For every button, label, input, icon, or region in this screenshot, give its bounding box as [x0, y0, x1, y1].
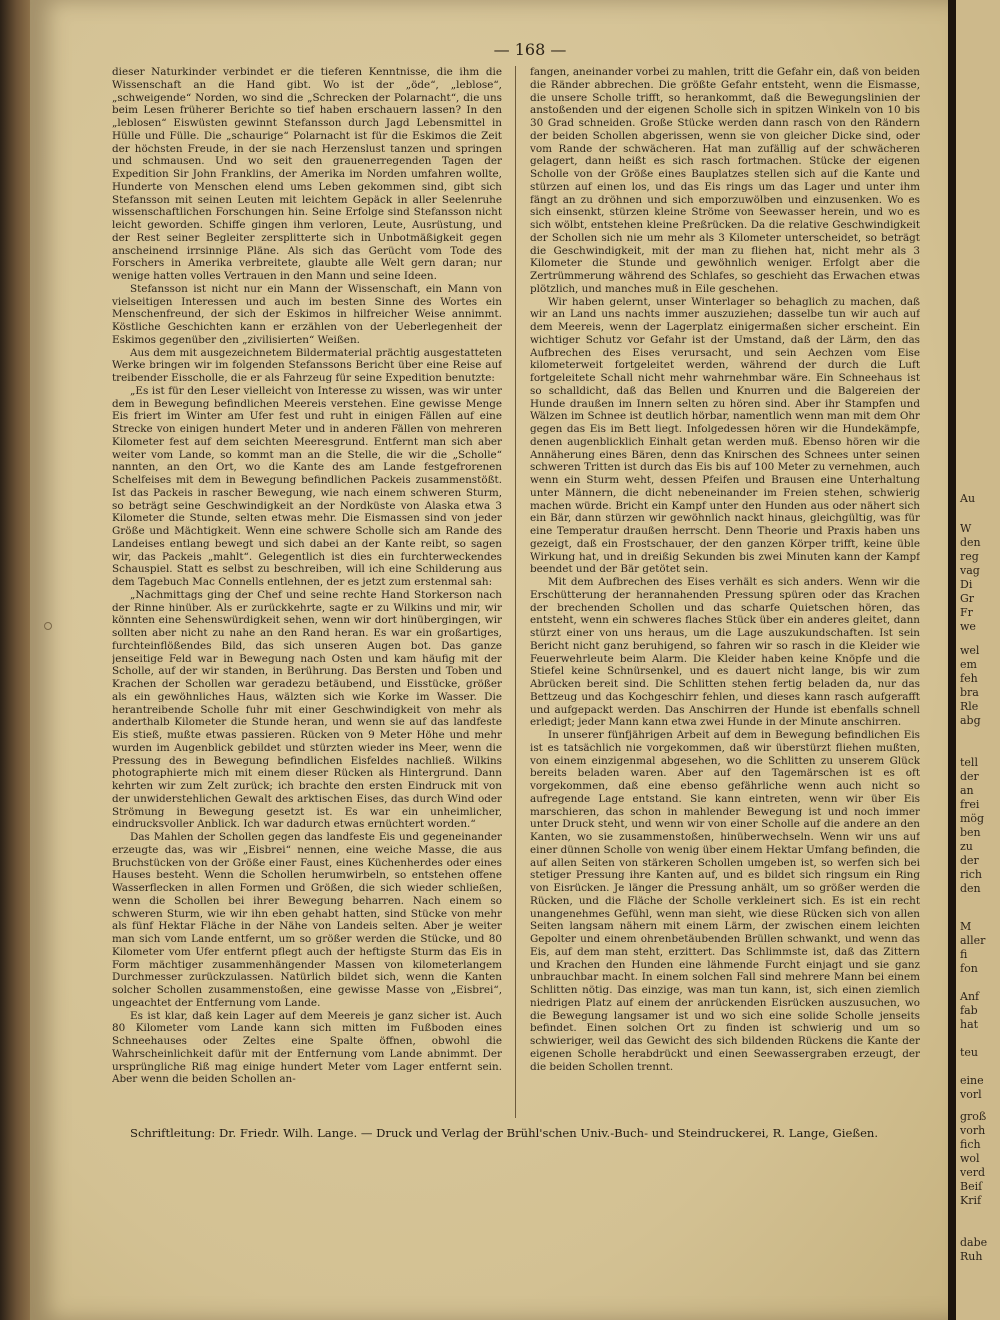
- imprint-footer: Schriftleitung: Dr. Friedr. Wilh. Lange. — Druck und Verlag der Brühl'schen Univ.-Buch- und Steindruckerei, R. Lange, Gießen.: [130, 1126, 879, 1140]
- next-page-word: vag: [960, 564, 980, 577]
- next-page-word: reg: [960, 550, 979, 563]
- next-page-word: den: [960, 536, 981, 549]
- next-page-word: Rle: [960, 700, 979, 713]
- paragraph: Mit dem Aufbrechen des Eises verhält es sich anders. Wenn wir die Erschütterung der herannahenden Pressung spüren oder das Krachen der brechenden Schollen und das scharfe Quietschen hören, das entsteht, wenn ein schweres flaches Stück über ein anderes gleitet, dann stürzt einer von uns heraus, um die Lage auszukundschaften. Ist sein Bericht nicht ganz beruhigend, so fahren wir so rasch in die Kleider wie Feuerwehrleute beim Alarm. Die Kleider haben keine Knöpfe und die Stiefel keine Schnürsenkel, und es dauert nicht lange, bis wir zum Abrücken bereit sind. Die Schlitten stehen fertig beladen da, nur das Bettzeug und das Kochgeschirr fehlen, und dieses kann rasch aufgerafft und aufgepackt werden. Das Anschirren der Hunde ist ebenfalls schnell erledigt; jeder Mann kann etwa zwei Hunde in der Minute anschirren.: [530, 576, 920, 729]
- next-page-word: rich: [960, 868, 983, 881]
- paragraph: Wir haben gelernt, unser Winterlager so behaglich zu machen, daß wir an Land uns nachts immer auszuziehen; dasselbe tun wir auch auf dem Meereis, wenn der Lagerplatz einigermaßen sicher erscheint. Ein wichtiger Schutz vor Gefahr ist der Umstand, daß der Lärm, den das Aufbrechen des Eises verursacht, und sein Aechzen vom Eise kilometerweit fortgeleitet werden, während der durch die Luft fortgeleitete Schall nicht mehr wahrnehmbar wäre. Ein Schneehaus ist so schalldicht, daß das Bellen und Knurren und die Balgereien der Hunde draußen im Innern selten zu hören sind. Aber ihr Stampfen und Wälzen im Schnee ist deutlich hörbar, namentlich wenn man mit dem Ohr gegen das Eis im Bett liegt. Infolgedessen hören wir die Hundekämpfe, denen augenblicklich Einhalt getan werden muß. Ebenso hören wir die Annäherung eines Bären, denn das Knirschen des Schnees unter seinen schweren Tritten ist durch das Eis bis auf 100 Meter zu vernehmen, auch wenn ein Sturm weht, dessen Pfeifen und Brausen eine Unterhaltung unter Männern, die dicht nebeneinander im Freien stehen, schwierig machen würde. Bricht ein Kampf unter den Hunden aus oder nähert sich ein Bär, dann stürzen wir gewöhnlich nackt hinaus, gleichgültig, was für eine Temperatur draußen herrscht. Denn Theorie und Praxis haben uns gezeigt, daß ein Frostschauer, der den ganzen Körper trifft, keine üble Wirkung hat, und in dreißig Sekunden bis zwei Minuten kann der Kampf beendet und der Bär getötet sein.: [530, 295, 920, 576]
- next-page-word: M: [960, 920, 972, 933]
- next-page-word: vorh: [960, 1124, 986, 1137]
- next-page-word: fich: [960, 1138, 981, 1151]
- margin-mark: [44, 622, 52, 630]
- next-page-word: der: [960, 854, 979, 867]
- next-page-word: an: [960, 784, 974, 797]
- next-page-word: groß: [960, 1110, 987, 1123]
- paragraph: Stefansson ist nicht nur ein Mann der Wissenschaft, ein Mann von vielseitigen Interessen und auch im besten Sinne des Wortes ein Menschenfreund, der sich der Eskimos in hilfreicher Weise annimmt. Köstliche Geschichten kann er erzählen von der Ueberlegenheit der Eskimos gegenüber den „zivilisierten“ Weißen.: [112, 282, 502, 346]
- next-page-word: dabe: [960, 1236, 988, 1249]
- next-page-word: Di: [960, 578, 973, 591]
- next-page-word: wel: [960, 644, 980, 657]
- book-spine: [0, 0, 30, 1320]
- paragraph: „Nachmittags ging der Chef und seine rechte Hand Storkerson nach der Rinne hinüber. Als er zurückkehrte, sagte er zu Wilkins und mir, wir könnten eine Sehenswürdigkeit sehen, wenn wir dort hinübergingen, wir sollten aber nicht zu nahe an den Rand heran. Es war ein großartiges, furchteinflößendes Bild, das sich unseren Augen bot. Das ganze jenseitige Feld war in Bewegung nach Osten und kam häufig mit der Scholle, auf der wir standen, in Berührung. Das Bersten und Toben und Krachen der Schollen war geradezu betäubend, und Eisstücke, größer als ein gewöhnliches Haus, wälzten sich wie Korke im Wasser. Die herantreibende Scholle fuhr mit einer Geschwindigkeit von mehr als anderthalb Kilometer die Stunde heran, und wenn sie auf das landfeste Eis stieß, mußte etwas passieren. Rücken von 9 Meter Höhe und mehr wurden im Augenblick gebildet und stürzten wieder ins Meer, wenn die Pressung des in Bewegung befindlichen Eisfeldes nachließ. Wilkins photographierte mich mit einem dieser Rücken als Hintergrund. Dann kehrten wir zum Zelt zurück; ich brachte den ersten Eindruck mit von der unwiderstehlichen Gewalt des arktischen Eises, das durch Wind oder Strömung in Bewegung gesetzt ist. Es war ein unheimlicher, eindrucksvoller Anblick. Ich war dadurch etwas ernüchtert worden.“: [112, 588, 502, 831]
- paragraph: Es ist klar, daß kein Lager auf dem Meereis je ganz sicher ist. Auch 80 Kilometer vom Lande kann sich mitten im Fußboden eines Schneehauses oder Zeltes eine Spalte öffnen, obwohl die Wahrscheinlichkeit dafür mit der Entfernung vom Lande abnimmt. Der ursprüngliche Riß mag einige hundert Meter vom Lager entfernt sein. Aber wenn die beiden Schollen an-: [112, 1009, 502, 1086]
- next-page-word: fi: [960, 948, 968, 961]
- next-page-word: fab: [960, 1004, 978, 1017]
- next-page-word: Fr: [960, 606, 973, 619]
- next-page-word: hat: [960, 1018, 979, 1031]
- paragraph: „Es ist für den Leser vielleicht von Interesse zu wissen, was wir unter dem in Bewegung befindlichen Meereis verstehen. Eine gewisse Menge Eis friert im Winter am Ufer fest und ruht in einigen Fällen auf eine Strecke von einigen hundert Meter und in anderen Fällen von mehreren Kilometer fest auf dem seichten Meeresgrund. Entfernt man sich aber weiter vom Lande, so kommt man an die Stelle, die wir die „Scholle“ nannten, an den Ort, wo die Kante des am Lande festgefrorenen Schelfeises mit dem in Bewegung befindlichen Packeis zusammenstößt. Ist das Packeis in rascher Bewegung, wie nach einem schweren Sturm, so beträgt seine Geschwindigkeit an der Nordküste von Alaska etwa 3 Kilometer die Stunde, selten etwas mehr. Die Eismassen sind von jeder Größe und Mächtigkeit. Wenn eine schwere Scholle sich am Rande des Landeises entlang bewegt und sich dabei an der Kante reibt, so sagen wir, das Packeis „mahlt“. Gelegentlich ist dies ein furchterweckendes Schauspiel. Statt es selbst zu beschreiben, will ich eine Schilderung aus dem Tagebuch Mac Connells entlehnen, der es jetzt zum erstenmal sah:: [112, 384, 502, 588]
- paragraph: In unserer fünfjährigen Arbeit auf dem in Bewegung befindlichen Eis ist es tatsächlich nie vorgekommen, daß wir überstürzt fliehen mußten, von einem einzigenmal abgesehen, wo die Schlitten zu unserem Glück bereits beladen waren. Aber auf den Tagemärschen ist es oft vorgekommen, daß eine ebenso gefährliche wenn auch nicht so aufregende Lage entstand. Sie kann eintreten, wenn wir über Eis marschieren, das schon in mahlender Bewegung ist und noch immer unter Druck steht, und wenn wir von einer Scholle auf die andere an den Kanten, wo sie zusammenstoßen, hinüberwechseln. Wenn wir uns auf einer dünnen Scholle von wenig über einem Hektar Umfang befinden, die auf allen Seiten von stärkeren Schollen umgeben ist, so werfen sich bei stetiger Pressung ihre Kanten auf, und es bildet sich ringsum ein Ring von Eisrücken. Je länger die Pressung anhält, um so größer werden die Rücken, und die Fläche der Scholle verkleinert sich. Es ist ein recht unangenehmes Gefühl, wenn man sieht, wie diese Rücken sich von allen Seiten langsam nähern mit einem Lärm, der zwischen einem leichten Gepolter und einem ohrenbetäubenden Brüllen schwankt, und wenn das Eis, auf dem man steht, erzittert. Das Schlimmste ist, daß das Zittern und Krachen den Hunden eine lähmende Furcht einjagt und sie ganz unbrauchbar macht. In einem solchen Fall sind mehrere Mann bei einem Schlitten nötig. Das einzige, was man tun kann, ist, sich einen ziemlich niedrigen Platz auf einem der anrückenden Eisrücken auszusuchen, wo die Bewegung langsamer ist und wo sich eine solide Scholle jenseits befindet. Einen solchen Ort zu finden ist schwierig und um so schwieriger, weil das Gewicht des sich bildenden Rückens die Kante der eigenen Scholle herabdrückt und einen Seewassergraben erzeugt, der die beiden Schollen trennt.: [530, 729, 920, 1073]
- next-page-word: Au: [960, 492, 976, 505]
- paragraph: fangen, aneinander vorbei zu mahlen, tritt die Gefahr ein, daß von beiden die Ränder abbrechen. Die größte Gefahr entsteht, wenn die Eismasse, die unsere Scholle trifft, so herankommt, daß die Bewegungslinien der anstoßenden und der eigenen Scholle sich in spitzen Winkeln von 10 bis 30 Grad schneiden. Große Stücke werden dann rasch von den Rändern der beiden Schollen abgerissen, wenn sie von gleicher Dicke sind, oder vom Rande der schwächeren. Hat man zufällig auf der schwächeren gelagert, dann heißt es sich rasch fortmachen. Stücke der eigenen Scholle von der Größe eines Bauplatzes stellen sich auf die Kante und stürzen auf einen los, und das Eis rings um das Lager und unter ihm fängt an zu dröhnen und sich emporzuwölben und einzusenken. Wo es sich einsenkt, stürzen kleine Ströme von Seewasser herein, und wo es sich wölbt, entstehen kleine Preßrücken. Da die relative Geschwindigkeit der Schollen sich nie um mehr als 3 Kilometer unterscheidet, so beträgt die Geschwindigkeit, mit der man zu fliehen hat, nicht mehr als 3 Kilometer die Stunde und gewöhnlich weniger. Erfolgt aber die Zertrümmerung während des Schlafes, so geschieht das Erwachen etwas plötzlich, und manches muß in Eile geschehen.: [530, 66, 920, 295]
- next-page-word: mög: [960, 812, 985, 825]
- next-page-word: Anf: [960, 990, 980, 1003]
- paragraph: Aus dem mit ausgezeichnetem Bildermaterial prächtig ausgestatteten Werke bringen wir im folgenden Stefanssons Bericht über eine Reise auf treibender Eisscholle, die er als Fahrzeug für seine Expedition benutzte:: [112, 346, 502, 384]
- next-page-word: feh: [960, 672, 978, 685]
- text-column-right: [530, 66, 920, 1118]
- page-gutter: [948, 0, 956, 1320]
- next-page-word: Gr: [960, 592, 975, 605]
- next-page-word: aller: [960, 934, 986, 947]
- next-page-word: verd: [960, 1166, 986, 1179]
- text-column-left: [112, 66, 502, 1118]
- next-page-word: Beiſ: [960, 1180, 983, 1193]
- next-page-word: em: [960, 658, 977, 671]
- next-page-word: eine: [960, 1074, 984, 1087]
- next-page-word: teu: [960, 1046, 979, 1059]
- page-number: — 168 —: [493, 40, 567, 59]
- next-page-word: der: [960, 770, 979, 783]
- next-page-word: Krif: [960, 1194, 982, 1207]
- next-page-word: Ruh: [960, 1250, 983, 1263]
- next-page-word: zu: [960, 840, 973, 853]
- next-page-word: fon: [960, 962, 978, 975]
- next-page-word: we: [960, 620, 976, 633]
- paragraph: dieser Naturkinder verbindet er die tieferen Kenntnisse, die ihm die Wissenschaft an die Hand gibt. Wo ist der „öde“, „leblose“, „schweigende“ Norden, wo sind die „Schrecken der Polarnacht“, die uns beim Lesen früherer Berichte so tief haben erschauern lassen? In den „leblosen“ Eiswüsten gewinnt Stefansson durch Jagd Lebensmittel in Hülle und Fülle. Die „schaurige“ Polarnacht ist für die Eskimos die Zeit der höchsten Freude, in der sie nach Herzenslust tanzen und springen und schmausen. Und wo seit den grauenerregenden Tagen der Expedition Sir John Franklins, der Amerika im Norden umfahren wollte, Hunderte von Menschen elend ums Leben gekommen sind, gibt sich Stefansson mit seinen Leuten mit leichtem Gepäck in aller Seelenruhe wissenschaftlichen Forschungen hin. Seine Erfolge sind Stefansson nicht leicht geworden. Schiffe gingen ihm verloren, Leute, Ausrüstung, und der Rest seiner Begleiter zersplitterte sich in Unbotmäßigkeit gegen anscheinend irrsinnige Pläne. Als sich das Gerücht vom Tode des Forschers in Amerika verbreitete, glaubte alle Welt gern daran; nur wenige hatten volles Vertrauen in den Mann und seine Ideen.: [112, 66, 502, 282]
- paragraph: Das Mahlen der Schollen gegen das landfeste Eis und gegeneinander erzeugte das, was wir „Eisbrei“ nennen, eine weiche Masse, die aus Bruchstücken von der Größe einer Faust, eines Küchenherdes oder eines Hauses besteht. Wenn die Schollen herumwirbeln, so entstehen offene Wasserflecken in allen Formen und Größen, die sich wieder schließen, wenn die Schollen bei ihrer Bewegung beharren. Nach einem so schweren Sturm, wie wir ihn eben gehabt hatten, sind Stücke von mehr als fünf Hektar Fläche in der Nähe von Landeis selten. Aber je weiter man sich vom Lande entfernt, um so größer werden die Stücke, und 80 Kilometer vom Ufer entfernt pflegt auch der heftigste Sturm das Eis in Form mächtiger zusammenhängender Massen von kilometerlangem Durchmesser zurückzulassen. Natürlich bildet sich, wenn die Kanten solcher Schollen zusammenstoßen, eine gewisse Masse von „Eisbrei“, ungeachtet der Entfernung vom Lande.: [112, 831, 502, 1009]
- next-page-word: frei: [960, 798, 980, 811]
- next-page-word: tell: [960, 756, 978, 769]
- next-page-word: vorl: [960, 1088, 982, 1101]
- next-page-word: W: [960, 522, 972, 535]
- next-page-word: den: [960, 882, 981, 895]
- next-page-word: abg: [960, 714, 981, 727]
- next-page-edge: [956, 0, 1000, 1320]
- column-divider: [515, 66, 516, 1118]
- next-page-word: ben: [960, 826, 981, 839]
- next-page-word: wol: [960, 1152, 980, 1165]
- next-page-word: bra: [960, 686, 979, 699]
